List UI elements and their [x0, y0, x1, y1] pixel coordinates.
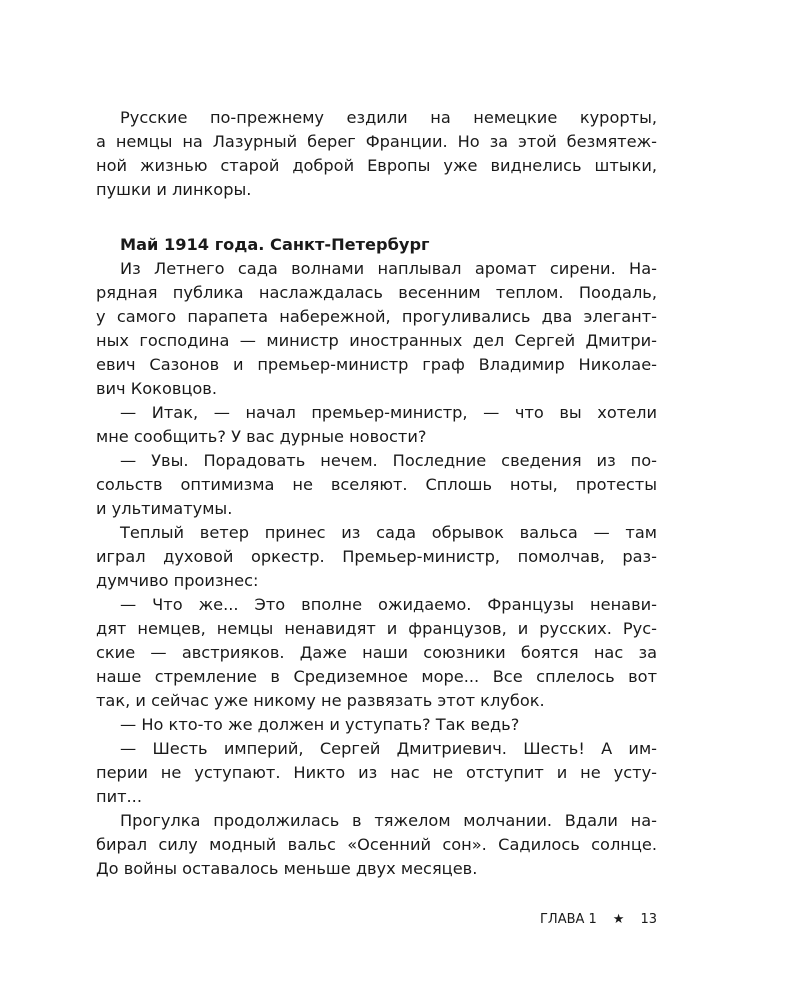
running-footer: [540, 912, 657, 927]
text-line: а немцы на Лазурный берег Франции. Но за этой безмятеж-: [96, 132, 657, 151]
text-line: — Увы. Порадовать нечем. Последние сведения из по-: [120, 451, 657, 470]
paragraph: [96, 713, 657, 737]
text-line: ские — австрияков. Даже наши союзники боятся нас за: [96, 643, 657, 662]
paragraph: [96, 449, 657, 521]
text-line: думчиво произнес:: [96, 571, 259, 590]
text-line: перии не уступают. Никто из нас не отступит и не усту-: [96, 763, 657, 782]
text-line: — Что же... Это вполне ожидаемо. Французы ненави-: [120, 595, 657, 614]
text-line: мне сообщить? У вас дурные новости?: [96, 427, 427, 446]
page-body: [96, 106, 657, 881]
paragraph: [96, 593, 657, 713]
text-line: вич Коковцов.: [96, 379, 217, 398]
paragraph: [96, 401, 657, 449]
text-line: играл духовой оркестр. Премьер-министр, помолчав, раз-: [96, 547, 657, 566]
intro-paragraph: [96, 106, 657, 202]
text-line: — Итак, — начал премьер-министр, — что вы хотели: [120, 403, 657, 422]
text-line: пит...: [96, 787, 142, 806]
text-line: — Шесть империй, Сергей Дмитриевич. Шесть! А им-: [120, 739, 657, 758]
text-line: Из Летнего сада волнами наплывал аромат сирени. На-: [120, 259, 657, 278]
text-line: Русские по-прежнему ездили на немецкие курорты,: [120, 108, 657, 127]
text-line: наше стремление в Средиземное море... Все сплелось вот: [96, 667, 657, 686]
text-line: Теплый ветер принес из сада обрывок вальса — там: [120, 523, 657, 542]
text-line: так, и сейчас уже никому не развязать этот клубок.: [96, 691, 545, 710]
text-line: рядная публика наслаждалась весенним теплом. Поодаль,: [96, 283, 657, 302]
text-line: бирал силу модный вальс «Осенний сон». Садилось солнце.: [96, 835, 657, 854]
text-line: — Но кто-то же должен и уступать? Так ведь?: [120, 715, 520, 734]
text-line: у самого парапета набережной, прогуливались два элегант-: [96, 307, 657, 326]
paragraph: [96, 521, 657, 593]
text-line: сольств оптимизма не вселяют. Сплошь ноты, протесты: [96, 475, 657, 494]
text-line: Прогулка продолжилась в тяжелом молчании. Вдали на-: [120, 811, 657, 830]
paragraph: [96, 737, 657, 809]
text-line: ной жизнью старой доброй Европы уже виднелись штыки,: [96, 156, 657, 175]
page-number: 13: [640, 912, 657, 927]
text-line: дят немцев, немцы ненавидят и французов, и русских. Рус-: [96, 619, 657, 638]
paragraph: [96, 257, 657, 401]
star-icon: ★: [612, 912, 625, 927]
section-paragraphs: [96, 257, 657, 881]
chapter-label: ГЛАВА 1: [539, 912, 597, 927]
text-line: До войны оставалось меньше двух месяцев.: [96, 859, 478, 878]
paragraph: [96, 106, 657, 202]
text-line: пушки и линкоры.: [96, 180, 252, 199]
text-line: евич Сазонов и премьер-министр граф Владимир Николае-: [96, 355, 657, 374]
paragraph: [96, 809, 657, 881]
section-heading: Май 1914 года. Санкт-Петербург: [120, 235, 430, 254]
text-line: и ультиматумы.: [96, 499, 233, 518]
text-line: ных господина — министр иностранных дел Сергей Дмитри-: [96, 331, 657, 350]
